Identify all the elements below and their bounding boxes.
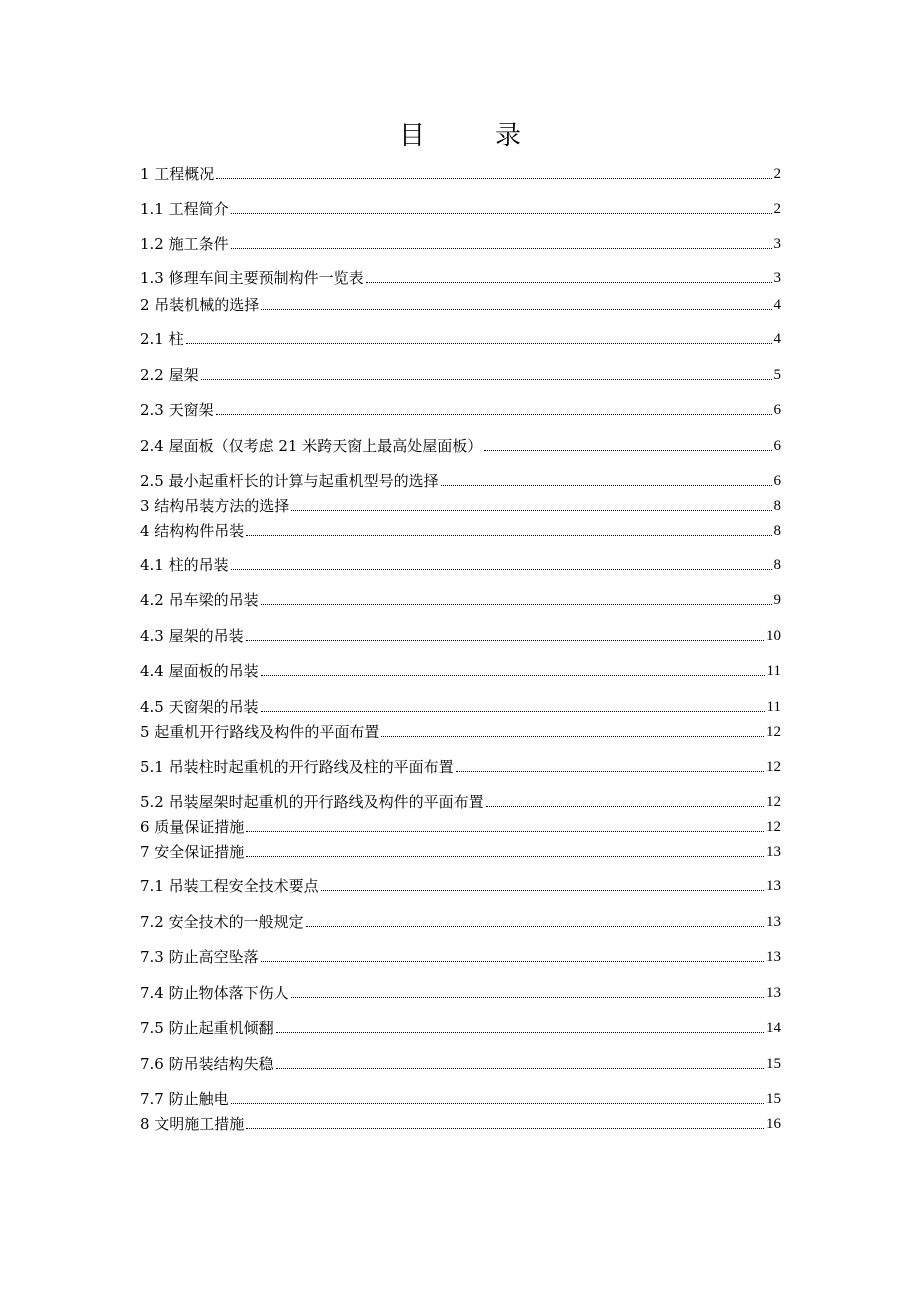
page-title: 目 录 xyxy=(398,121,543,151)
toc-entry[interactable] xyxy=(140,519,781,541)
toc-entry[interactable] xyxy=(140,981,781,1003)
toc-entry-label: 7.6 防吊装结构失稳 xyxy=(140,1055,274,1073)
toc-dot-leader xyxy=(484,450,771,451)
toc-dot-leader xyxy=(231,213,772,214)
toc-dot-leader xyxy=(381,736,764,737)
toc-dot-leader xyxy=(261,711,765,712)
toc-dot-leader xyxy=(261,675,765,676)
toc-dot-leader xyxy=(186,343,772,344)
toc-dot-leader xyxy=(441,485,772,486)
toc-entry-label: 7.3 防止高空坠落 xyxy=(140,948,259,966)
toc-dot-leader xyxy=(456,771,764,772)
toc-entry-page: 13 xyxy=(766,914,781,930)
toc-entry-page: 8 xyxy=(773,557,781,573)
toc-entry-label: 7 安全保证措施 xyxy=(140,843,245,861)
toc-entry[interactable] xyxy=(140,494,781,516)
toc-dot-leader xyxy=(246,831,764,832)
toc-entry[interactable] xyxy=(140,815,781,837)
toc-entry-page: 2 xyxy=(773,166,781,182)
toc-entry[interactable] xyxy=(140,1016,781,1038)
toc-dot-leader xyxy=(366,282,772,283)
toc-entry-page: 3 xyxy=(773,236,781,252)
toc-entry-page: 12 xyxy=(766,819,781,835)
toc-dot-leader xyxy=(231,1103,764,1104)
toc-entry-page: 16 xyxy=(766,1116,781,1132)
toc-entry-label: 5 起重机开行路线及构件的平面布置 xyxy=(140,723,380,741)
toc-entry-label: 5.2 吊装屋架时起重机的开行路线及构件的平面布置 xyxy=(140,793,484,811)
toc-entry-label: 5.1 吊装柱时起重机的开行路线及柱的平面布置 xyxy=(140,758,454,776)
toc-entry-label: 7.4 防止物体落下伤人 xyxy=(140,984,289,1002)
toc-entry[interactable] xyxy=(140,293,781,315)
toc-entry-label: 1.2 施工条件 xyxy=(140,235,229,253)
toc-entry[interactable] xyxy=(140,434,781,456)
toc-entry[interactable] xyxy=(140,1052,781,1074)
toc-dot-leader xyxy=(306,926,764,927)
toc-dot-leader xyxy=(231,569,772,570)
toc-entry[interactable] xyxy=(140,398,781,420)
toc-entry[interactable] xyxy=(140,469,781,491)
toc-entry[interactable] xyxy=(140,232,781,254)
toc-entry[interactable] xyxy=(140,945,781,967)
toc-dot-leader xyxy=(246,856,764,857)
toc-entry[interactable] xyxy=(140,659,781,681)
toc-entry[interactable] xyxy=(140,624,781,646)
toc-dot-leader xyxy=(321,890,764,891)
toc-entry-page: 9 xyxy=(773,592,781,608)
toc-entry-label: 7.1 吊装工程安全技术要点 xyxy=(140,877,319,895)
toc-entry-label: 1.3 修理车间主要预制构件一览表 xyxy=(140,269,364,287)
toc-entry[interactable] xyxy=(140,720,781,742)
toc-entry-page: 12 xyxy=(766,759,781,775)
toc-entry-page: 11 xyxy=(766,699,781,715)
toc-entry[interactable] xyxy=(140,790,781,812)
toc-entry-label: 4.2 吊车梁的吊装 xyxy=(140,591,259,609)
toc-entry-label: 7.2 安全技术的一般规定 xyxy=(140,913,304,931)
toc-entry[interactable] xyxy=(140,197,781,219)
toc-entry-label: 1 工程概况 xyxy=(140,165,215,183)
toc-entry-label: 1.1 工程简介 xyxy=(140,200,229,218)
toc-entry-page: 3 xyxy=(773,270,781,286)
toc-entry[interactable] xyxy=(140,588,781,610)
toc-entry-label: 7.5 防止起重机倾翻 xyxy=(140,1019,274,1037)
toc-entry-label: 8 文明施工措施 xyxy=(140,1115,245,1133)
toc-dot-leader xyxy=(246,1128,764,1129)
toc-entry-page: 8 xyxy=(773,523,781,539)
toc-entry[interactable] xyxy=(140,755,781,777)
toc-dot-leader xyxy=(291,997,764,998)
toc-entry-label: 2.4 屋面板（仅考虑 21 米跨天窗上最高处屋面板） xyxy=(140,437,483,455)
toc-dot-leader xyxy=(246,535,771,536)
toc-dot-leader xyxy=(291,510,771,511)
toc-entry-page: 15 xyxy=(766,1056,781,1072)
toc-entry-page: 12 xyxy=(766,794,781,810)
toc-dot-leader xyxy=(261,961,764,962)
toc-entry[interactable] xyxy=(140,327,781,349)
toc-entry[interactable] xyxy=(140,1087,781,1109)
toc-entry-page: 13 xyxy=(766,878,781,894)
toc-entry-page: 13 xyxy=(766,985,781,1001)
toc-dot-leader xyxy=(276,1032,764,1033)
toc-entry-page: 14 xyxy=(766,1020,781,1036)
toc-entry-page: 11 xyxy=(766,663,781,679)
toc-entry[interactable] xyxy=(140,553,781,575)
toc-entry-page: 2 xyxy=(773,201,781,217)
toc-entry-label: 2.5 最小起重杆长的计算与起重机型号的选择 xyxy=(140,472,439,490)
toc-entry-label: 4.1 柱的吊装 xyxy=(140,556,229,574)
toc-entry-page: 10 xyxy=(766,628,781,644)
toc-dot-leader xyxy=(216,414,772,415)
toc-entry-label: 3 结构吊装方法的选择 xyxy=(140,497,290,515)
toc-entry-label: 4 结构构件吊装 xyxy=(140,522,245,540)
toc-entry-page: 12 xyxy=(766,724,781,740)
toc-dot-leader xyxy=(231,248,772,249)
toc-entry-page: 4 xyxy=(773,297,781,313)
toc-entry-label: 4.3 屋架的吊装 xyxy=(140,627,244,645)
toc-entry[interactable] xyxy=(140,162,781,184)
toc-entry-label: 4.4 屋面板的吊装 xyxy=(140,662,259,680)
toc-entry-label: 2.3 天窗架 xyxy=(140,401,214,419)
toc-entry-page: 13 xyxy=(766,949,781,965)
toc-dot-leader xyxy=(261,604,772,605)
toc-entry-page: 6 xyxy=(773,473,781,489)
toc-entry-page: 8 xyxy=(773,498,781,514)
toc-dot-leader xyxy=(201,379,772,380)
toc-entry[interactable] xyxy=(140,840,781,862)
toc-entry[interactable] xyxy=(140,363,781,385)
toc-entry[interactable] xyxy=(140,695,781,717)
toc-entry[interactable] xyxy=(140,266,781,288)
toc-entry[interactable] xyxy=(140,910,781,932)
toc-entry-page: 6 xyxy=(773,438,781,454)
toc-dot-leader xyxy=(216,178,771,179)
toc-entry-page: 13 xyxy=(766,844,781,860)
toc-entry[interactable] xyxy=(140,1112,781,1134)
toc-entry-label: 4.5 天窗架的吊装 xyxy=(140,698,259,716)
toc-entry-label: 6 质量保证措施 xyxy=(140,818,245,836)
toc-entry-label: 2.2 屋架 xyxy=(140,366,199,384)
toc-entry-page: 15 xyxy=(766,1091,781,1107)
toc-entry-label: 7.7 防止触电 xyxy=(140,1090,229,1108)
toc-dot-leader xyxy=(261,309,771,310)
toc-entry-page: 5 xyxy=(773,367,781,383)
toc-entry[interactable] xyxy=(140,874,781,896)
toc-dot-leader xyxy=(276,1068,764,1069)
toc-dot-leader xyxy=(486,806,764,807)
toc-entry-label: 2.1 柱 xyxy=(140,330,184,348)
toc-entry-label: 2 吊装机械的选择 xyxy=(140,296,260,314)
toc-dot-leader xyxy=(246,640,764,641)
toc-entry-page: 6 xyxy=(773,402,781,418)
toc-entry-page: 4 xyxy=(773,331,781,347)
